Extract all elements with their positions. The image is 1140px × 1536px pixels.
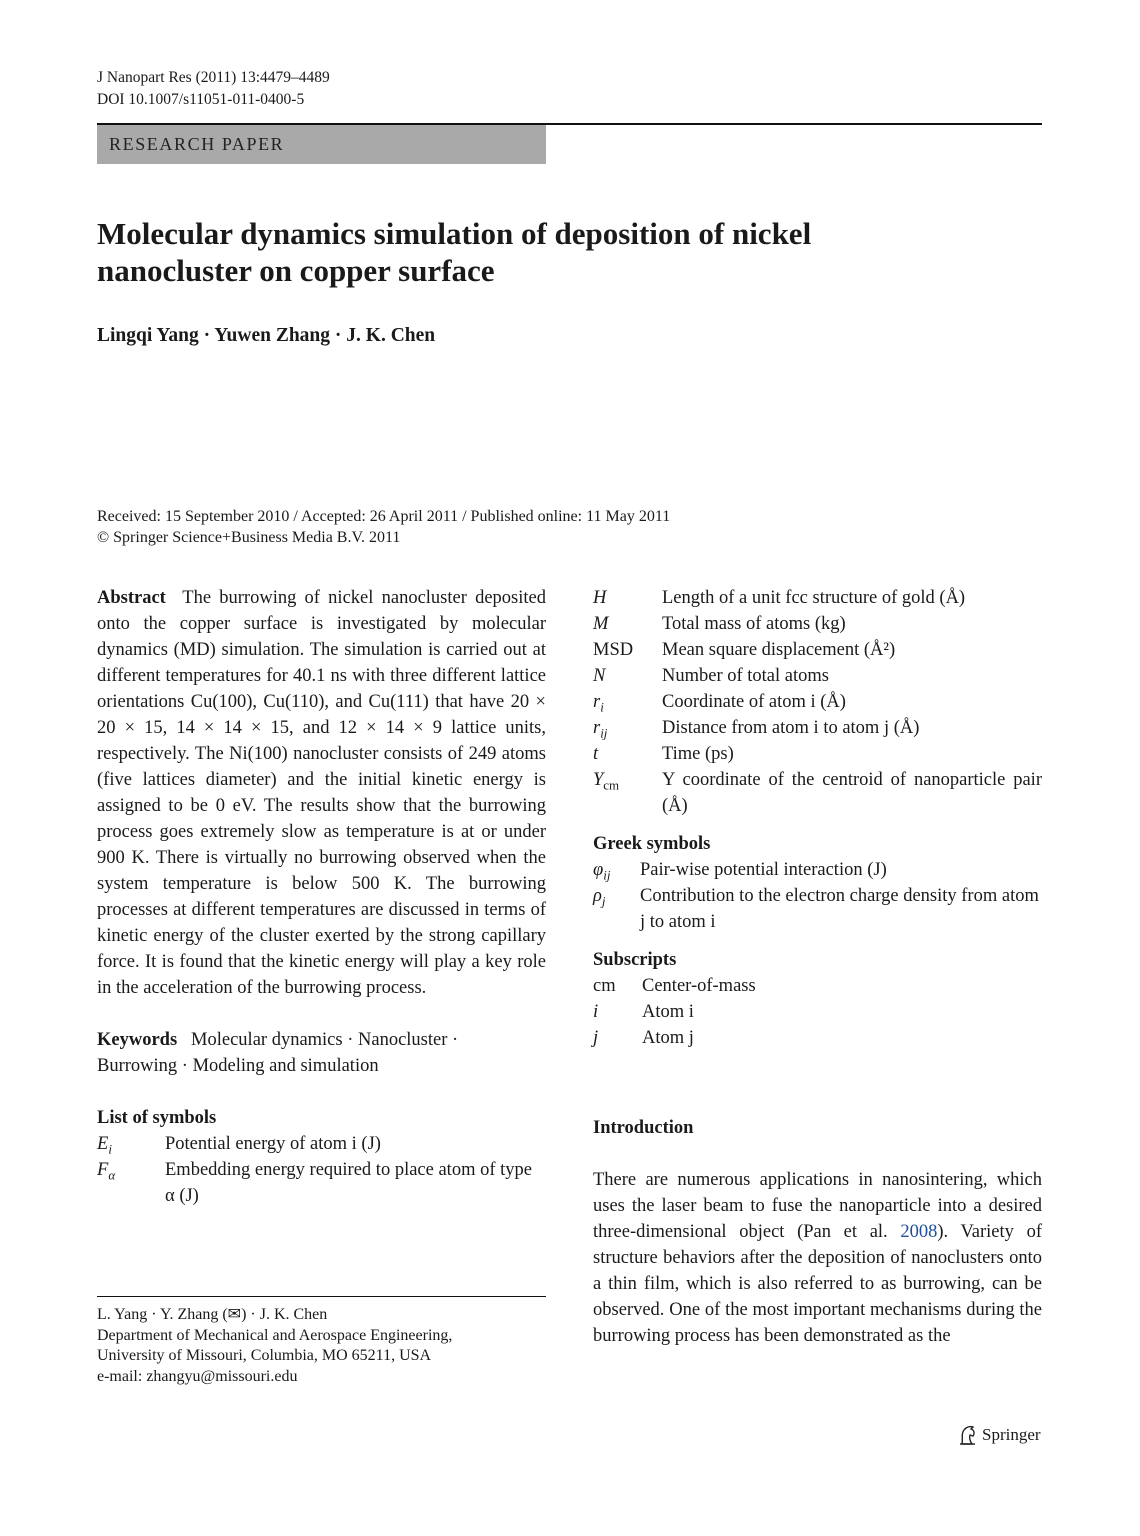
symbol-row [593,637,1042,663]
footnote-authors: L. Yang · Y. Zhang (✉) · J. K. Chen [97,1306,328,1323]
symbol-row [593,767,1042,819]
introduction-heading: Introduction [593,1118,694,1138]
symbol: N [593,666,606,686]
symbol-row [593,611,1042,637]
symbol-description: Y coordinate of the centroid of nanoparticle pair (Å) [662,770,1042,816]
symbol: $\rho_j$ [593,886,606,909]
received-accepted-dates: Received: 15 September 2010 / Accepted: 26 April 2011 / Published online: 11 May 2011 [97,508,671,525]
symbol: j [593,1028,599,1048]
abstract-text: The burrowing of nickel nanocluster deposited onto the copper surface is investigated by molecular dynamics (MD) simulation. The simulation is carried out at different temperatures for 40.1 ns with three different lattice orientations Cu(100), Cu(110), and Cu(111) that have 20 × 20 × 15, 14 × 14 × 15, and 12 × 14 × 9 lattice units, respectively. The Ni(100) nanocluster consists of 249 atoms (five lattices diameter) and the initial kinetic energy is assigned to be 0 eV. The results show that the burrowing process goes extremely slow as temperature is at or under 900 K. There is virtually no burrowing observed when the system temperature is below 500 K. The burrowing processes at different temperatures are discussed in terms of kinetic energy of the cluster exerted by the strong capillary force. It is found that the kinetic energy will play a key role in the acceleration of the burrowing process. [97,588,546,998]
symbol-description: Distance from atom i to atom j (Å) [662,718,920,738]
symbol-row [593,973,1042,999]
symbol: M [593,614,609,634]
symbol: $Y_{cm}$ [593,770,620,793]
symbol-description: Number of total atoms [662,666,829,686]
symbol-row [593,999,1042,1025]
symbol-description: Length of a unit fcc structure of gold (Å) [662,588,966,608]
symbol: i [593,1002,599,1022]
subscripts-heading: Subscripts [593,950,677,970]
right-column [593,585,1042,1349]
symbol-row [593,857,1042,883]
symbol-description: Potential energy of atom i (J) [165,1134,381,1154]
footnote-department: Department of Mechanical and Aerospace Engineering, [97,1326,453,1344]
symbol: $r_{ij}$ [593,718,608,741]
copyright-notice: © Springer Science+Business Media B.V. 2011 [97,529,401,546]
symbol-row [593,689,1042,715]
symbol: t [593,744,599,764]
abstract-label: Abstract [97,588,166,608]
symbol-row [593,741,1042,767]
symbol: $\varphi_{ij}$ [593,860,611,883]
keywords-line-1: Molecular dynamics · Nanocluster · [191,1030,459,1050]
symbol-description: Center-of-mass [642,976,756,996]
symbol-description: Pair-wise potential interaction (J) [640,860,887,880]
title-line-1: Molecular dynamics simulation of deposition of nickel [97,216,812,251]
publisher-logo [958,1424,1041,1446]
symbol: H [593,588,607,608]
keywords-label: Keywords [97,1030,178,1050]
journal-citation: J Nanopart Res (2011) 13:4479–4489 [97,69,330,86]
footnote-university: University of Missouri, Columbia, MO 65211, USA [97,1347,432,1364]
doi: DOI 10.1007/s11051-011-0400-5 [97,91,305,108]
footnote-email: e-mail: zhangyu@missouri.edu [97,1367,298,1385]
introduction-section [593,1115,1042,1349]
article-type-banner: RESEARCH PAPER [97,125,546,164]
symbol-description: Embedding energy required to place atom of type α (J) [165,1160,532,1206]
keywords [97,1027,546,1079]
publication-dates [97,506,670,548]
symbol-row [97,1157,546,1209]
symbols-continued [593,585,1042,819]
greek-symbols-heading: Greek symbols [593,834,711,854]
greek-symbols [593,831,1042,935]
symbol-row [593,585,1042,611]
symbol-description: Coordinate of atom i (Å) [662,692,846,712]
subscripts [593,947,1042,1051]
introduction-text: There are numerous applications in nanosintering, which uses the laser beam to fuse the nanoparticle into a desired three-dimensional object (Pan et al. 2008). Variety of structure behaviors after the deposition of nanoclusters onto a thin film, which is also referred to as burrowing, can be observed. One of the most important mechanisms during the burrowing process has been demonstrated as the [593,1170,1042,1346]
footnote-rule [97,1296,546,1297]
symbol-row [593,883,1042,935]
springer-horse-icon [958,1424,978,1446]
author-list: Lingqi Yang · Yuwen Zhang · J. K. Chen [97,325,436,346]
symbol-description: Time (ps) [662,744,734,764]
symbol: $F_\alpha$ [97,1160,116,1183]
keywords-line-2: Burrowing · Modeling and simulation [97,1056,379,1076]
symbol: cm [593,976,616,996]
symbol-description: Total mass of atoms (kg) [662,614,846,634]
paper-title [97,215,997,289]
symbol-description: Atom j [642,1028,694,1048]
symbol: MSD [593,640,634,660]
list-of-symbols [97,1105,546,1209]
symbol-row [593,715,1042,741]
author-affiliation [97,1305,452,1387]
publisher-name: Springer [982,1425,1041,1444]
list-of-symbols-heading: List of symbols [97,1108,217,1128]
left-column [97,585,546,1209]
journal-header [97,67,330,111]
symbol-description: Atom i [642,1002,694,1022]
title-line-2: nanocluster on copper surface [97,253,495,288]
symbol-description: Contribution to the electron charge density from atom j to atom i [640,886,1039,932]
symbol: $r_i$ [593,692,604,715]
symbol: $E_i$ [97,1134,112,1157]
symbol-description: Mean square displacement (Å²) [662,640,896,660]
abstract [97,585,546,1001]
symbol-row [593,1025,1042,1051]
symbol-row [97,1131,546,1157]
symbol-row [593,663,1042,689]
citation-link[interactable]: 2008 [900,1222,938,1242]
